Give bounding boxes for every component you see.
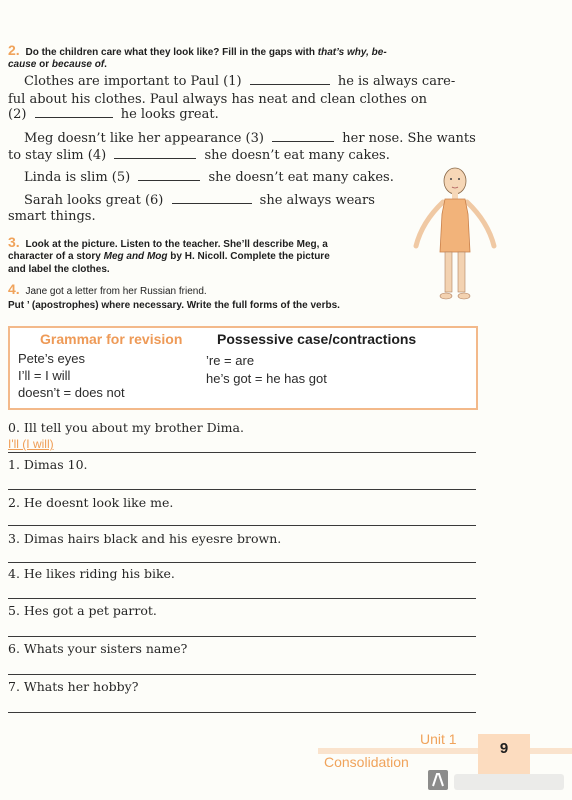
task-3-instructions-end: and label the clothes.	[8, 264, 110, 275]
task-number: 2.	[8, 42, 20, 58]
sentence-1-cont: ful about his clothes. Paul always has neat and clean clothes on	[8, 92, 428, 107]
exercise-sentence-1: 1. Dimas 10.	[8, 457, 88, 472]
section-label: Consolidation	[324, 754, 409, 770]
task-number: 3.	[8, 234, 20, 250]
exercise-sentence-3: 3. Dimas hairs black and his eyesre brown.	[8, 531, 282, 546]
answer-line[interactable]	[8, 674, 476, 675]
gap-2[interactable]	[35, 107, 113, 118]
gap-5[interactable]	[138, 170, 200, 181]
answer-line[interactable]	[8, 525, 476, 526]
exercise-sentence-5: 5. Hes got a pet parrot.	[8, 603, 157, 618]
publisher-watermark-logo	[428, 768, 572, 798]
sentence-2: Meg doesn’t like her appearance (3) her nose. She wants	[24, 131, 476, 146]
task-3-instructions-cont: character of a story Meg and Mog by H. Nicoll. Complete the picture	[8, 251, 330, 262]
sentence-2-cont: to stay slim (4) she doesn’t eat many cakes.	[8, 148, 390, 163]
sentence-4-cont: smart things.	[8, 209, 96, 224]
grammar-example: Pete’s eyes	[18, 351, 85, 366]
task-3-instructions: 3. Look at the picture. Listen to the teacher. She’ll describe Meg, a	[8, 234, 328, 250]
gap-4[interactable]	[114, 148, 196, 159]
sentence-1-end: (2) he looks great.	[8, 107, 219, 122]
sentence-4: Sarah looks great (6) she always wears	[24, 193, 375, 208]
meg-figure-illustration	[412, 164, 498, 304]
answer-line[interactable]	[8, 452, 476, 453]
task-4-instructions: 4. Jane got a letter from her Russian friend.	[8, 281, 207, 297]
unit-label: Unit 1	[420, 731, 457, 747]
page-number: 9	[499, 740, 509, 757]
sentence-3: Linda is slim (5) she doesn’t eat many cakes.	[24, 170, 394, 185]
grammar-box-title: Grammar for revision	[40, 331, 183, 347]
sentence-1: Clothes are important to Paul (1) he is always care-	[24, 74, 456, 89]
grammar-example: I’ll = I will	[18, 368, 71, 383]
grammar-example: ’re = are	[206, 353, 255, 368]
exercise-sentence-4: 4. He likes riding his bike.	[8, 566, 175, 581]
example-answer: I'll (I will)	[8, 437, 54, 451]
grammar-box-topic: Possessive case/contractions	[217, 331, 417, 347]
grammar-example: he’s got = he has got	[206, 371, 327, 386]
task-number: 4.	[8, 281, 20, 297]
task-4-instructions-cont: Put ’ (apostrophes) where necessary. Write the full forms of the verbs.	[8, 300, 340, 311]
answer-line[interactable]	[8, 636, 476, 637]
answer-line[interactable]	[8, 598, 476, 599]
grammar-revision-box	[8, 326, 478, 410]
answer-line[interactable]	[8, 489, 476, 490]
exercise-sentence-6: 6. Whats your sisters name?	[8, 641, 188, 656]
answer-line[interactable]	[8, 712, 476, 713]
exercise-sentence-0: 0. Ill tell you about my brother Dima.	[8, 420, 244, 435]
task-2-instructions-cont: cause or because of.	[8, 59, 107, 70]
exercise-sentence-7: 7. Whats her hobby?	[8, 679, 139, 694]
gap-3[interactable]	[272, 131, 334, 142]
grammar-example: doesn’t = does not	[18, 385, 125, 400]
gap-1[interactable]	[250, 74, 330, 85]
answer-line[interactable]	[8, 562, 476, 563]
gap-6[interactable]	[172, 193, 252, 204]
exercise-sentence-2: 2. He doesnt look like me.	[8, 495, 174, 510]
task-2-instructions: 2. Do the children care what they look like? Fill in the gaps with that’s why, be-	[8, 42, 387, 58]
